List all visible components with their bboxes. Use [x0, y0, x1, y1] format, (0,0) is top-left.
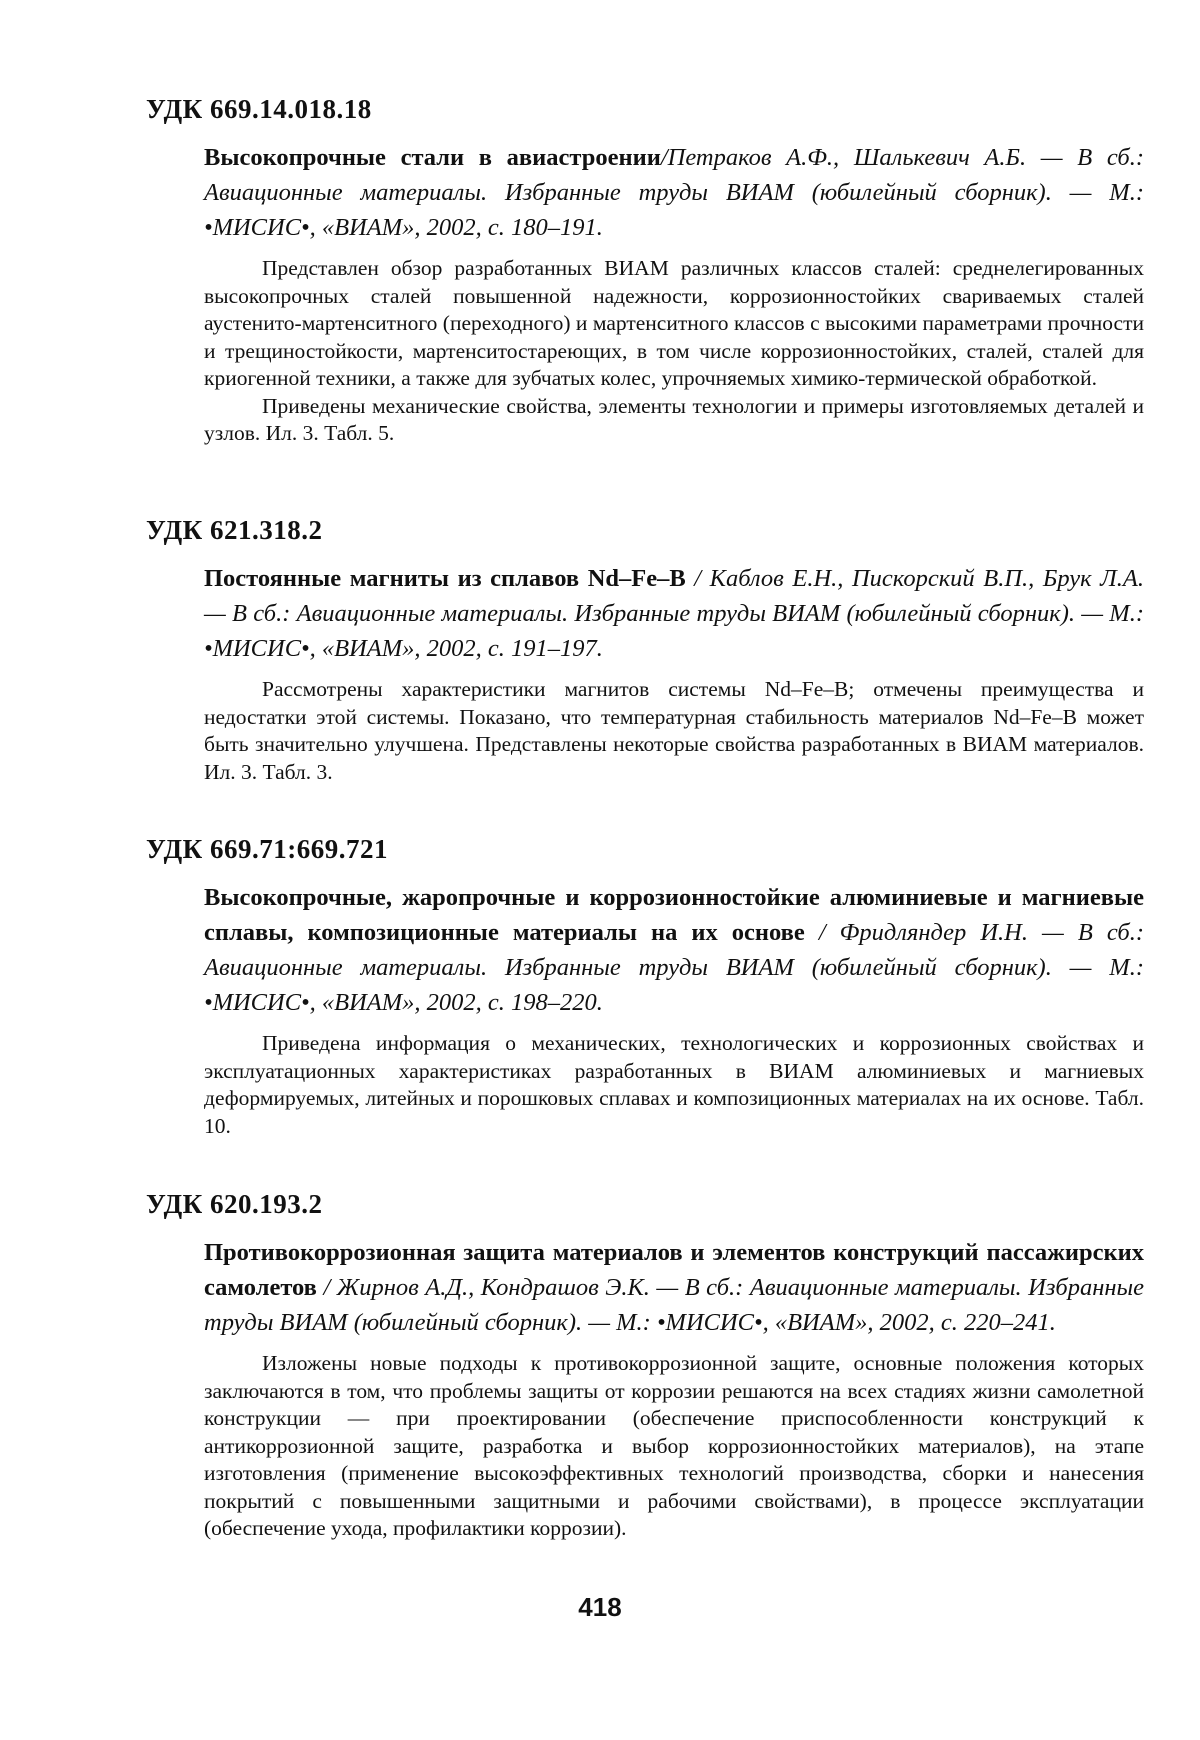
udk-code: УДК 621.318.2: [146, 515, 323, 545]
citation: [204, 561, 1144, 666]
abstract-paragraph: Рассмотрены характеристики магнитов системы Nd–Fe–B; отмечены преимущества и недостатки этой системы. Показано, что температурная стабильность материалов Nd–Fe–B может быть значительно улучшена. Представлены некоторые свойства разработанных в ВИАМ материалов. Ил. 3. Табл. 3.: [204, 677, 1144, 784]
abstract-entry-2: [146, 513, 1144, 786]
abstract-paragraph: Приведена информация о механических, технологических и коррозионных свойствах и эксплуатационных характеристиках разработанных в ВИАМ алюминиевых и магниевых деформируемых, литейных и порошковых сплавах и композиционных материалах на их основе. Табл. 10.: [204, 1031, 1144, 1138]
abstract-entry-4: [146, 1187, 1144, 1543]
bibliographic-reference: /Петраков А.Ф., Шалькевич А.Б. — В сб.: Авиационные материалы. Избранные труды ВИАМ (юбилейный сборник). — М.: •МИСИС•, «ВИАМ», 2002, с. 180–191.: [204, 144, 1144, 241]
page-number: 418: [578, 1592, 622, 1622]
article-title: Противокоррозионная защита материалов и элементов конструкций пассажирских самолетов: [204, 1239, 1144, 1301]
udk-code: УДК 620.193.2: [146, 1189, 323, 1219]
article-title: Высокопрочные стали в авиастроении: [204, 144, 661, 171]
article-title: Высокопрочные, жаропрочные и коррозионностойкие алюминиевые и магниевые сплавы, композиционные материалы на их основе: [204, 884, 1144, 946]
abstract-text: [204, 676, 1144, 786]
abstract-entry-3: [146, 832, 1144, 1140]
bibliographic-reference: / Жирнов А.Д., Кондрашов Э.К. — В сб.: Авиационные материалы. Избранные труды ВИАМ (юбилейный сборник). — М.: •МИСИС•, «ВИАМ», 2002, с. 220–241.: [204, 1274, 1144, 1336]
abstract-text: [204, 1030, 1144, 1140]
abstract-paragraph: Представлен обзор разработанных ВИАМ различных классов сталей: среднелегированных высокопрочных сталей повышенной надежности, коррозионностойких свариваемых сталей аустенито-мартенситного (переходного) и мартенситного классов с высокими параметрами прочности и трещиностойкости, мартенситостареющих, в том числе коррозионностойких, сталей, сталей для криогенной техники, а также для зубчатых колес, упрочняемых химико-термической обработкой.: [204, 256, 1144, 390]
citation: [204, 1235, 1144, 1340]
bibliographic-reference: / Каблов Е.Н., Пискорский В.П., Брук Л.А. — В сб.: Авиационные материалы. Избранные труды ВИАМ (юбилейный сборник). — М.: •МИСИС•, «ВИАМ», 2002, с. 191–197.: [204, 565, 1144, 662]
abstract-text: [204, 1350, 1144, 1543]
abstract-text: [204, 255, 1144, 448]
article-title: Постоянные магниты из сплавов Nd–Fe–B: [204, 565, 686, 592]
citation: [204, 880, 1144, 1020]
udk-code: УДК 669.14.018.18: [146, 94, 372, 124]
abstract-paragraph: Изложены новые подходы к противокоррозионной защите, основные положения которых заключаются в том, что проблемы защиты от коррозии решаются на всех стадиях жизни самолетной конструкции — при проектировании (обеспечение приспособленности конструкций к антикоррозионной защите, разработка и выбор коррозионностойких материалов), на этапе изготовления (применение высокоэффективных технологий производства, сборки и нанесения покрытий с повышенными защитными и рабочими свойствами), в процессе эксплуатации (обеспечение ухода, профилактики коррозии).: [204, 1351, 1144, 1540]
bibliographic-reference: / Фридляндер И.Н. — В сб.: Авиационные материалы. Избранные труды ВИАМ (юбилейный сборник). — М.: •МИСИС•, «ВИАМ», 2002, с. 198–220.: [204, 919, 1144, 1016]
abstract-entry-1: [146, 92, 1144, 448]
citation: [204, 140, 1144, 245]
udk-code: УДК 669.71:669.721: [146, 834, 388, 864]
abstract-paragraph: Приведены механические свойства, элементы технологии и примеры изготовляемых деталей и узлов. Ил. 3. Табл. 5.: [204, 393, 1144, 445]
